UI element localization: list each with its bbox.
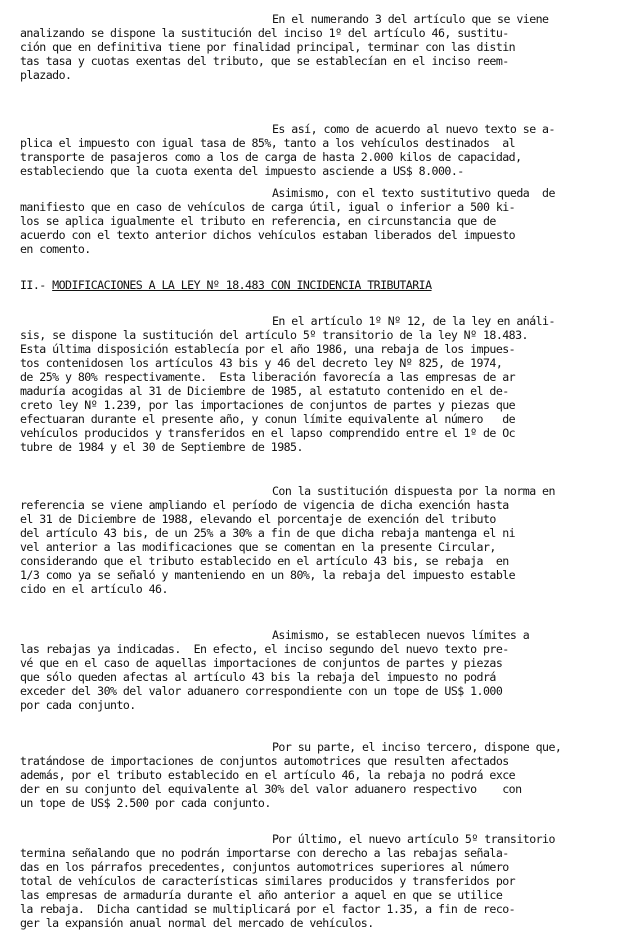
paragraph-line: de 25% y 80% respectivamente. Esta liberación favorecía a las empresas de ar (20, 370, 516, 384)
paragraph-line: Asimismo, con el texto sustitutivo queda de (272, 186, 555, 200)
paragraph-line: además, por el tributo establecido en el artículo 46, la rebaja no podrá exce (20, 768, 516, 782)
paragraph-line: la rebaja. Dicha cantidad se multiplicará por el factor 1.35, a fin de reco- (20, 902, 516, 916)
paragraph-line: tos contenidosen los artículos 43 bis y 46 del decreto ley Nº 825, de 1974, (20, 356, 503, 370)
paragraph-line: En el numerando 3 del artículo que se viene (272, 12, 549, 26)
paragraph-line: ger la expansión anual normal del mercado de vehículos. (20, 916, 374, 930)
paragraph-line: referencia se viene ampliando el período de vigencia de dicha exención hasta (20, 498, 509, 512)
paragraph-line: las empresas de armaduría durante el año anterior a aquel en que se utilice (20, 888, 503, 902)
paragraph-line: exceder del 30% del valor aduanero correspondiente con un tope de US$ 1.000 (20, 684, 503, 698)
paragraph-line: estableciendo que la cuota exenta del impuesto asciende a US$ 8.000.- (20, 164, 464, 178)
paragraph-line: tubre de 1984 y el 30 de Septiembre de 1985. (20, 440, 303, 454)
paragraph-line: Asimismo, se establecen nuevos límites a (272, 628, 530, 642)
paragraph-line: efectuaran durante el presente año, y conun límite equivalente al número de (20, 412, 516, 426)
paragraph-line: maduría acogidas al 31 de Diciembre de 1985, al estatuto contenido en el de- (20, 384, 509, 398)
paragraph-line: un tope de US$ 2.500 por cada conjunto. (20, 796, 271, 810)
paragraph-line: considerando que el tributo establecido en el artículo 43 bis, se rebaja en (20, 554, 509, 568)
paragraph-line: der en su conjunto del equivalente al 30% del valor aduanero respectivo con (20, 782, 522, 796)
paragraph-line: los se aplica igualmente el tributo en referencia, en circunstancia que de (20, 214, 496, 228)
paragraph-line: En el artículo 1º Nº 12, de la ley en análi- (272, 314, 555, 328)
paragraph-line: en comento. (20, 242, 91, 256)
paragraph-line: plica el impuesto con igual tasa de 85%, tanto a los vehículos destinados al (20, 136, 516, 150)
paragraph-line: Por último, el nuevo artículo 5º transitorio (272, 832, 555, 846)
paragraph-line: el 31 de Diciembre de 1988, elevando el porcentaje de exención del tributo (20, 512, 496, 526)
paragraph-line: transporte de pasajeros como a los de carga de hasta 2.000 kilos de capacidad, (20, 150, 522, 164)
paragraph-line: tas tasa y cuotas exentas del tributo, que se establecían en el inciso reem- (20, 54, 509, 68)
paragraph-line: que sólo queden afectas al artículo 43 bis la rebaja del impuesto no podrá (20, 670, 496, 684)
paragraph-line: Es así, como de acuerdo al nuevo texto se a- (272, 122, 555, 136)
paragraph-line: plazado. (20, 68, 72, 82)
paragraph-line: Por su parte, el inciso tercero, dispone que, (272, 740, 562, 754)
paragraph-line: creto ley Nº 1.239, por las importaciones de conjuntos de partes y piezas que (20, 398, 516, 412)
paragraph-line: termina señalando que no podrán importarse con derecho a las rebajas señala- (20, 846, 509, 860)
paragraph-line: Con la sustitución dispuesta por la norma en (272, 484, 555, 498)
paragraph-line: por cada conjunto. (20, 698, 136, 712)
paragraph-line: tratándose de importaciones de conjuntos automotrices que resulten afectados (20, 754, 509, 768)
paragraph-line: total de vehículos de características similares producidos y transferidos por (20, 874, 516, 888)
paragraph-line: analizando se dispone la sustitución del inciso 1º del artículo 46, sustitu- (20, 26, 509, 40)
paragraph-line: del artículo 43 bis, de un 25% a 30% a fin de que dicha rebaja mantenga el ni (20, 526, 516, 540)
section-title: MODIFICACIONES A LA LEY Nº 18.483 CON INCIDENCIA TRIBUTARIA (52, 278, 432, 292)
paragraph-line: Esta última disposición establecía por el año 1986, una rebaja de los impues- (20, 342, 516, 356)
paragraph-line: vel anterior a las modificaciones que se comentan en la presente Circular, (20, 540, 496, 554)
paragraph-line: manifiesto que en caso de vehículos de carga útil, igual o inferior a 500 ki- (20, 200, 516, 214)
paragraph-line: das en los párrafos precedentes, conjuntos automotrices superiores al número (20, 860, 509, 874)
section-heading (20, 278, 432, 292)
paragraph-line: vehículos producidos y transferidos en el lapso comprendido entre el 1º de Oc (20, 426, 516, 440)
paragraph-line: 1/3 como ya se señaló y manteniendo en un 80%, la rebaja del impuesto estable (20, 568, 516, 582)
paragraph-line: las rebajas ya indicadas. En efecto, el inciso segundo del nuevo texto pre- (20, 642, 509, 656)
section-number: II.- (20, 278, 53, 292)
paragraph-line: vé que en el caso de aquellas importaciones de conjuntos de partes y piezas (20, 656, 503, 670)
paragraph-line: sis, se dispone la sustitución del artículo 5º transitorio de la ley Nº 18.483. (20, 328, 528, 342)
paragraph-line: cido en el artículo 46. (20, 582, 168, 596)
paragraph-line: ción que en definitiva tiene por finalidad principal, terminar con las distin (20, 40, 516, 54)
paragraph-line: acuerdo con el texto anterior dichos vehículos estaban liberados del impuesto (20, 228, 516, 242)
